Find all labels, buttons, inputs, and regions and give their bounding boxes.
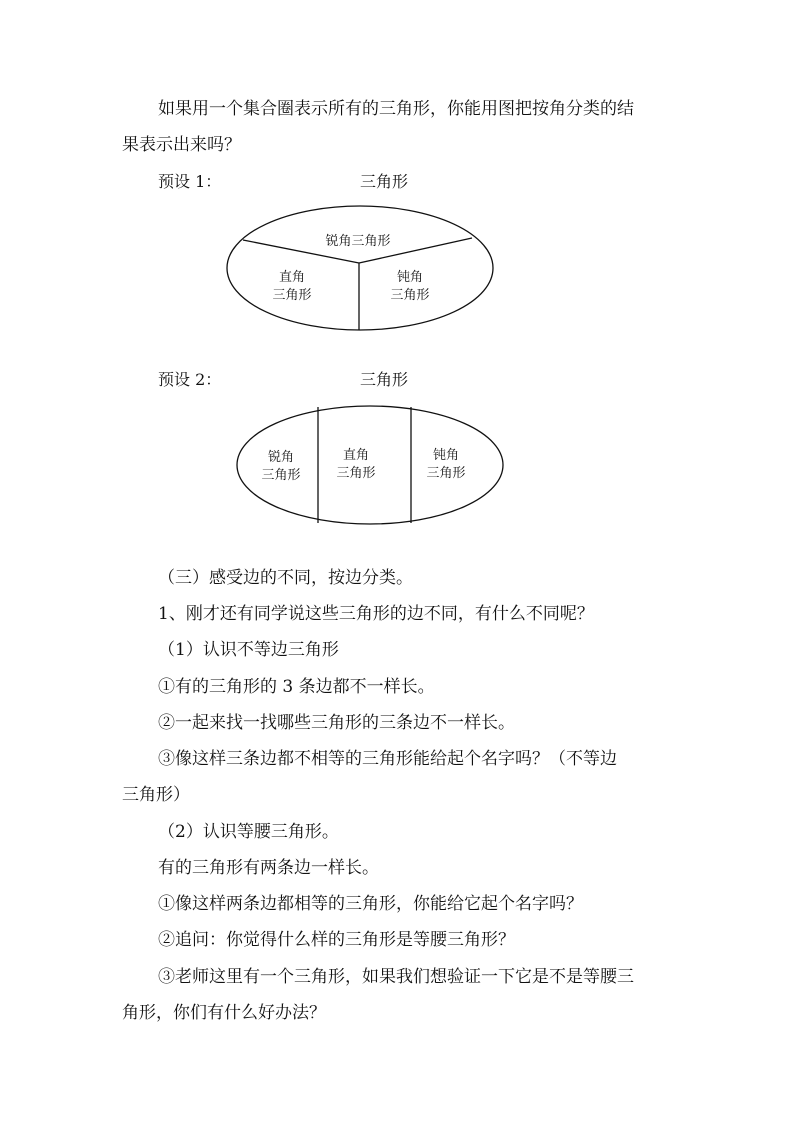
preset-2-right-label-1: 直角 xyxy=(342,448,370,463)
part-1-item-3-line-1: ③像这样三条边都不相等的三角形能给起个名字吗？（不等边 xyxy=(158,749,617,769)
preset-1-label: 预设 1： xyxy=(158,172,222,191)
preset-1-right-label-1: 直角 xyxy=(278,270,306,285)
part-2-item-3-line-1: ③老师这里有一个三角形，如果我们想验证一下它是不是等腰三 xyxy=(158,967,634,987)
preset-2-venn-diagram xyxy=(230,402,510,532)
preset-2-obtuse-label-1: 钝角 xyxy=(432,448,460,463)
preset-1-obtuse-label-1: 钝角 xyxy=(396,270,424,285)
part-2-statement: 有的三角形有两条边一样长。 xyxy=(158,858,379,878)
part-1-item-2: ②一起来找一找哪些三角形的三条边不一样长。 xyxy=(158,713,515,733)
question-1: 1、刚才还有同学说这些三角形的边不同，有什么不同呢？ xyxy=(158,604,594,624)
preset-2-title: 三角形 xyxy=(360,370,409,389)
preset-2-outer-ellipse xyxy=(237,406,503,524)
part-1-item-3-line-2: 三角形） xyxy=(122,785,190,805)
preset-1-acute-label: 锐角三角形 xyxy=(325,234,391,249)
preset-2-obtuse-label-2: 三角形 xyxy=(426,466,466,481)
preset-2-acute-label-2: 三角形 xyxy=(261,468,301,483)
preset-1-obtuse-label-2: 三角形 xyxy=(390,288,430,303)
preset-2-right-label-2: 三角形 xyxy=(336,466,376,481)
preset-1-venn-diagram xyxy=(220,205,500,335)
intro-line-2: 果表示出来吗？ xyxy=(122,135,241,155)
part-2-heading: （2）认识等腰三角形。 xyxy=(158,822,339,842)
part-1-heading: （1）认识不等边三角形 xyxy=(158,640,339,660)
preset-2-label: 预设 2： xyxy=(158,370,222,389)
preset-1-outer-ellipse xyxy=(227,206,493,330)
part-2-item-3-line-2: 角形，你们有什么好办法？ xyxy=(122,1003,326,1023)
section-3-heading: （三）感受边的不同，按边分类。 xyxy=(158,568,413,588)
part-2-item-1: ①像这样两条边都相等的三角形，你能给它起个名字吗？ xyxy=(158,894,583,914)
part-1-item-1: ①有的三角形的 3 条边都不一样长。 xyxy=(158,677,435,697)
intro-line-1: 如果用一个集合圈表示所有的三角形，你能用图把按角分类的结 xyxy=(158,99,634,119)
part-2-item-2: ②追问：你觉得什么样的三角形是等腰三角形？ xyxy=(158,930,515,950)
preset-2-acute-label-1: 锐角 xyxy=(267,450,295,465)
preset-1-right-label-2: 三角形 xyxy=(272,288,312,303)
preset-1-title: 三角形 xyxy=(360,172,409,191)
